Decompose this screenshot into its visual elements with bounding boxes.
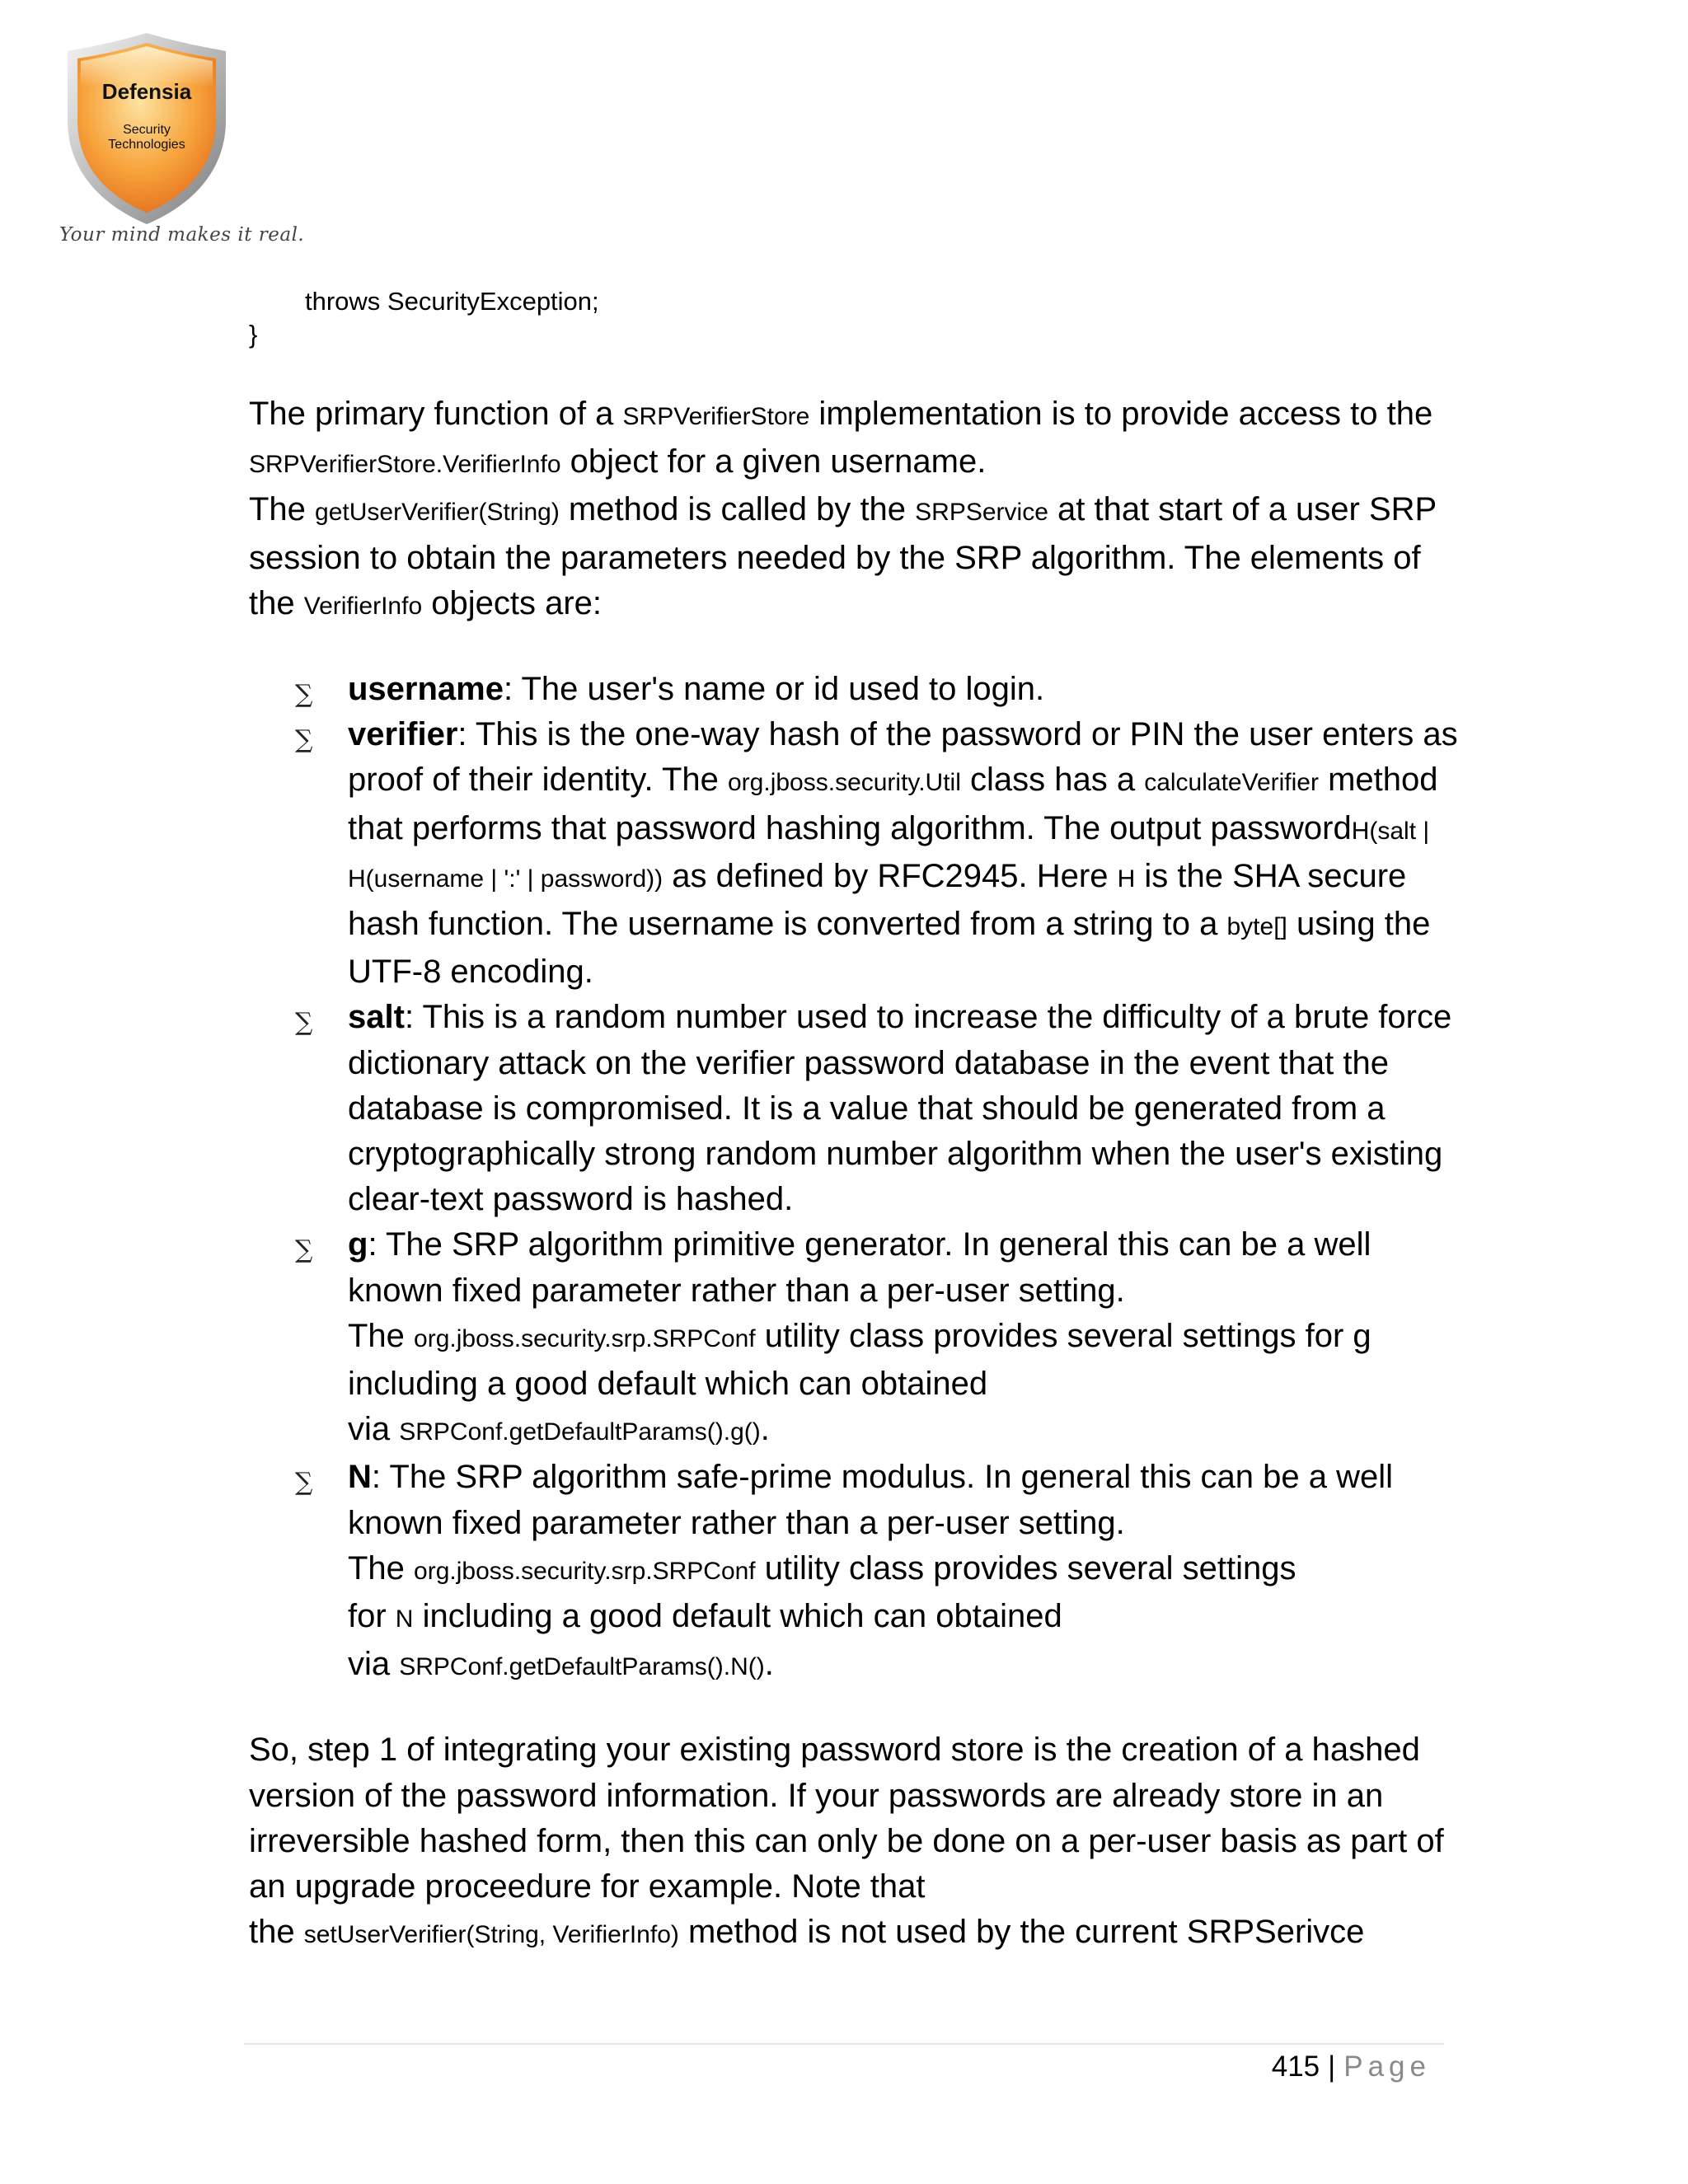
inline-code: getUserVerifier(String) [315, 499, 560, 527]
text-run: method is called by the [559, 491, 916, 528]
logo-line2-text: Technologies [108, 138, 185, 152]
inline-code: org.jboss.security.srp.SRPConf [414, 1557, 756, 1585]
text-run: class has a [960, 762, 1145, 799]
inline-code: VerifierInfo [303, 592, 423, 620]
text-run: as defined by RFC2945. Here [663, 857, 1118, 894]
inline-code: setUserVerifier(String, VerifierInfo) [303, 1921, 679, 1949]
sigma-bullet-icon: ∑ [295, 1008, 313, 1038]
text-run: objects are: [422, 584, 603, 621]
text-run: . [764, 1646, 774, 1683]
text-run: : This is the one-way hash of the password or PIN the user enters as proof of their identity. The [348, 716, 1458, 799]
list-item-salt [249, 995, 1461, 1222]
verifierinfo-element-list [249, 667, 1461, 1690]
text-run: the [249, 1914, 304, 1951]
inline-code: org.jboss.security.srp.SRPConf [414, 1324, 756, 1352]
term-salt: salt [348, 999, 405, 1036]
spacer [249, 1690, 1461, 1727]
inline-code: SRPService [915, 499, 1048, 527]
inline-code: H [1117, 865, 1136, 893]
footer-divider [244, 2043, 1444, 2045]
text-run: The [348, 1549, 415, 1586]
text-run: . [760, 1411, 770, 1448]
text-run: The [249, 491, 316, 528]
text-run: including a good default which can obtained [413, 1598, 1062, 1635]
inline-code: org.jboss.security.Util [728, 769, 961, 797]
intro-paragraph-2 [249, 487, 1461, 629]
inline-code: SRPConf.getDefaultParams().g() [399, 1418, 761, 1446]
list-item-n [249, 1455, 1461, 1690]
text-run: for [348, 1598, 396, 1635]
closing-paragraph [249, 1727, 1461, 1910]
intro-paragraph-1 [249, 391, 1461, 487]
term-n: N [348, 1459, 372, 1496]
inline-code: SRPConf.getDefaultParams().N() [399, 1653, 765, 1681]
sigma-bullet-icon: ∑ [295, 680, 313, 710]
text-run: utility class provides several settings for g including a good default which can obtained [348, 1317, 1372, 1403]
inline-code: byte[] [1226, 913, 1287, 941]
text-run: implementation is to provide access to the [809, 396, 1433, 432]
sigma-bullet-icon: ∑ [295, 1468, 313, 1497]
term-g: g [348, 1226, 368, 1263]
text-run: The primary function of a [249, 396, 623, 432]
closing-paragraph-last-line [249, 1910, 1461, 1957]
page-footer [1272, 2047, 1431, 2087]
text-run: object for a given username. [560, 443, 987, 480]
text-run: at that start of a user SRP session to obtain the parameters needed by the SRP algorithm. The elements of the [249, 491, 1437, 621]
inline-code: SRPVerifierStore.VerifierInfo [249, 451, 561, 479]
term-username: username [348, 671, 504, 708]
list-item-verifier [249, 712, 1461, 995]
page-body [249, 391, 1461, 1958]
text-run: : The user's name or id used to login. [503, 671, 1045, 708]
text-run: is the SHA secure hash function. The username is converted from a string to a [348, 857, 1407, 943]
spacer [249, 629, 1461, 667]
text-run: : The SRP algorithm safe-prime modulus. In general this can be a well known fixed parameter rather than a per-user setting. [348, 1459, 1394, 1541]
logo-line1-text: Security [123, 123, 171, 137]
sigma-bullet-icon: ∑ [295, 1235, 313, 1265]
inline-code: H(salt | H(username | ':' | password)) [348, 817, 1430, 893]
text-run: : The SRP algorithm primitive generator. In general this can be a well known fixed parameter rather than a per-user setting. [348, 1226, 1372, 1309]
text-run: via [348, 1411, 400, 1448]
text-run: via [348, 1646, 400, 1683]
page-number: 415 [1271, 2050, 1320, 2083]
code-line-brace: } [249, 320, 258, 349]
text-run: using the UTF-8 encoding. [348, 906, 1431, 991]
inline-code: N [395, 1605, 414, 1633]
logo-brand-text: Defensia [101, 79, 192, 104]
list-item-username [249, 667, 1461, 712]
term-verifier: verifier [348, 716, 458, 753]
logo-tagline: Your mind makes it real. [59, 224, 305, 246]
footer-separator: | [1328, 2050, 1336, 2083]
list-item-g [249, 1222, 1461, 1455]
inline-code: calculateVerifier [1144, 769, 1319, 797]
text-run: method that performs that password hashing algorithm. The output password [348, 762, 1438, 846]
text-run: So, step 1 of integrating your existing password store is the creation of a hashed version of the password information. If your passwords are already store in an irreversible hashed form, then this can only be done on a per-user basis as part of an upgrade proceedure for example. Note that [249, 1732, 1444, 1905]
code-line-throws: throws SecurityException; [305, 287, 599, 316]
inline-code: SRPVerifierStore [622, 403, 810, 430]
page-label: Page [1343, 2050, 1431, 2083]
text-run: : This is a random number used to increase the difficulty of a brute force dictionary attack on the verifier password database in the event that the database is compromised. It is a value that should be generated from a cryptographically strong random number algorithm when the user's existing clear-text password is hashed. [348, 999, 1452, 1218]
text-run: The [348, 1317, 415, 1354]
text-run: utility class provides several settings [755, 1549, 1296, 1586]
sigma-bullet-icon: ∑ [295, 725, 313, 755]
text-run: method is not used by the current SRPSerivce [678, 1914, 1365, 1951]
